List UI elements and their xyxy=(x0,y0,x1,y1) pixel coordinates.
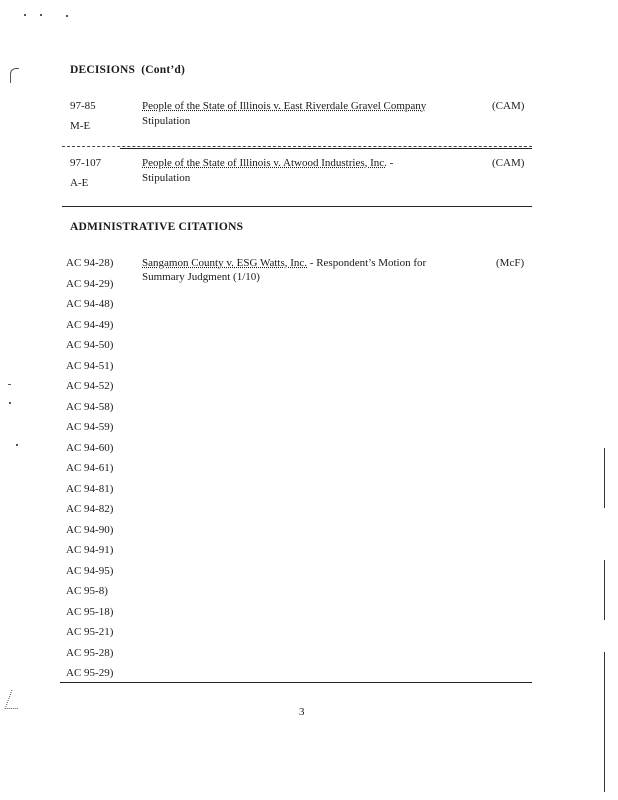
citation-number: AC 94-90) xyxy=(66,523,114,536)
citation-number: AC 94-58) xyxy=(66,400,114,413)
citation-number: AC 94-50) xyxy=(66,339,114,351)
citation-number: AC 95-18) xyxy=(66,605,114,618)
citation-number: AC 94-48) xyxy=(66,298,114,310)
scan-speck xyxy=(24,14,26,16)
citation-number: AC 95-8) xyxy=(66,585,108,597)
case-title: People of the State of Illinois v. East Riverdale Gravel Company xyxy=(142,100,427,112)
divider xyxy=(62,146,532,147)
admin-citations-heading: ADMINISTRATIVE CITATIONS xyxy=(70,221,244,233)
case-number: 97-107 xyxy=(70,157,102,169)
citation-number: AC 94-60) xyxy=(66,441,114,454)
scan-speck xyxy=(66,15,68,17)
citation-number: AC 94-51) xyxy=(66,359,114,372)
page-number: 3 xyxy=(299,706,305,718)
divider xyxy=(120,148,532,149)
admin-case-desc-part1: - Respondent’s Motion for xyxy=(307,257,427,269)
scan-speck xyxy=(40,14,42,16)
citation-number: AC 94-81) xyxy=(66,482,114,495)
initials: (CAM) xyxy=(492,100,525,112)
margin-mark xyxy=(10,68,19,83)
admin-case-title: Sangamon County v. ESG Watts, Inc. xyxy=(142,257,308,269)
citation-number: AC 94-61) xyxy=(66,462,114,474)
citation-number: AC 95-29) xyxy=(66,667,114,679)
scan-speck xyxy=(16,444,18,446)
case-number: 97-85 xyxy=(70,100,96,112)
case-title-line xyxy=(142,156,393,170)
margin-mark xyxy=(5,690,25,709)
citation-number: AC 95-28) xyxy=(66,646,114,659)
case-description: Stipulation xyxy=(142,172,191,184)
citation-number: AC 94-59) xyxy=(66,421,114,433)
divider xyxy=(60,682,532,683)
scan-edge xyxy=(604,560,605,620)
decisions-heading: DECISIONS (Cont’d) xyxy=(70,64,185,76)
case-title: People of the State of Illinois v. Atwood Industries, Inc. xyxy=(142,157,387,169)
scan-edge xyxy=(604,448,605,508)
case-title-suffix: - xyxy=(386,157,394,169)
scan-edge xyxy=(604,652,605,792)
citation-number: AC 94-82) xyxy=(66,503,114,515)
case-code: A-E xyxy=(70,177,89,189)
citation-number: AC 95-21) xyxy=(66,626,114,638)
admin-case-title-line xyxy=(142,256,426,270)
citation-number: AC 94-91) xyxy=(66,544,114,556)
citation-number: AC 94-28) xyxy=(66,257,114,269)
scan-speck xyxy=(9,402,11,404)
initials: (McF) xyxy=(496,257,525,269)
admin-case-desc-part2: Summary Judgment (1/10) xyxy=(142,271,260,283)
citation-number: AC 94-52) xyxy=(66,380,114,392)
divider xyxy=(62,206,532,207)
citation-number: AC 94-49) xyxy=(66,318,114,331)
case-code: M-E xyxy=(70,120,91,132)
citation-number: AC 94-29) xyxy=(66,277,114,290)
case-description: Stipulation xyxy=(142,115,191,127)
scan-speck xyxy=(8,384,11,385)
initials: (CAM) xyxy=(492,157,525,169)
citation-number: AC 94-95) xyxy=(66,564,114,577)
